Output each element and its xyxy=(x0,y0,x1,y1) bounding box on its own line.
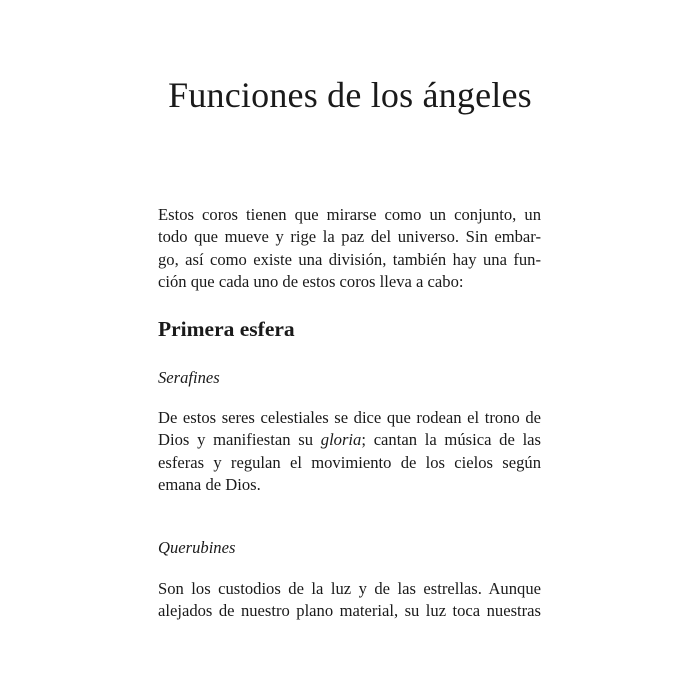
intro-line: todo que mueve y rige la paz del universo. Sin embar- xyxy=(158,227,541,247)
serafines-line: esferas y regulan el movimiento de los cielos según xyxy=(158,452,541,472)
italic-word: gloria xyxy=(320,430,362,450)
subheading-querubines: Querubines xyxy=(158,538,236,557)
serafines-line: De estos seres celestiales se dice que rodean el trono de xyxy=(158,408,541,427)
intro-line: Estos coros tienen que mirarse como un conjunto, un xyxy=(158,205,541,224)
subheading-serafines: Serafines xyxy=(158,368,220,387)
text-fragment: ; cantan la música de las xyxy=(361,430,542,450)
querubines-line: alejados de nuestro plano material, su luz toca nuestras xyxy=(158,601,541,621)
text-fragment: Dios y manifiestan su xyxy=(158,430,321,450)
intro-line: ción que cada uno de estos coros lleva a cabo: xyxy=(158,271,464,291)
serafines-line xyxy=(158,429,541,451)
querubines-paragraph xyxy=(158,578,541,623)
serafines-paragraph xyxy=(158,407,541,496)
serafines-line: emana de Dios. xyxy=(158,474,261,494)
section-heading: Primera esfera xyxy=(158,317,295,341)
intro-paragraph xyxy=(158,204,541,293)
querubines-line: Son los custodios de la luz y de las estrellas. Aunque xyxy=(158,579,541,598)
intro-line: go, así como existe una división, también hay una fun- xyxy=(158,249,541,269)
page-title: Funciones de los ángeles xyxy=(168,75,532,115)
